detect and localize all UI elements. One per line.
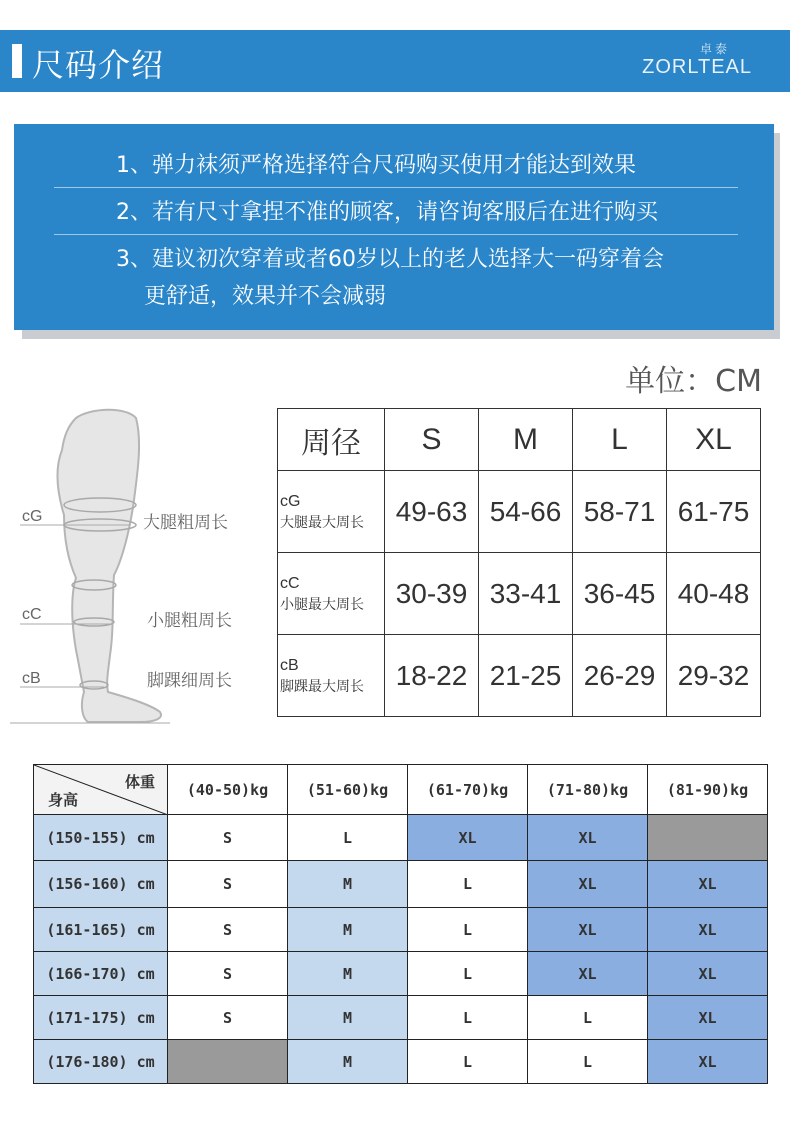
size-row-code: cC [280,574,300,592]
hw-size-cell: L [528,996,648,1040]
table-row [34,996,768,1040]
cb-label: 脚踝细周长 [147,671,232,691]
notice-line-1: 1、弹力袜须严格选择符合尺码购买使用才能达到效果 [116,153,636,178]
cb-code: cB [22,670,41,687]
table-row [278,471,761,553]
cc-label: 小腿粗周长 [147,611,232,631]
hw-size-cell: XL [528,815,648,861]
notice-box [14,124,774,330]
size-value-cell: 54-66 [479,471,573,553]
hw-column-header: (81-90)kg [648,765,768,815]
hw-size-cell: XL [408,815,528,861]
size-row-label [278,553,385,635]
hw-size-cell: XL [648,996,768,1040]
hw-size-cell: XL [528,908,648,952]
brand-logo [642,40,752,84]
size-row-code: cB [280,656,299,674]
hw-size-cell: S [168,815,288,861]
size-value-cell: 61-75 [667,471,761,553]
hw-size-cell: L [528,1040,648,1084]
notice-divider [54,187,738,188]
size-row-name: 大腿最大周长 [280,514,364,531]
hw-column-header: (61-70)kg [408,765,528,815]
hw-size-cell: XL [648,861,768,908]
hw-row-header: (176-180) cm [34,1040,168,1084]
notice-line-3-cont: 更舒适，效果并不会减弱 [144,284,387,309]
hw-row-header: (166-170) cm [34,952,168,996]
hw-row-header: (171-175) cm [34,996,168,1040]
size-value-cell: 29-32 [667,635,761,717]
size-row-name: 脚踝最大周长 [280,678,364,695]
size-value-cell: 49-63 [385,471,479,553]
hw-size-cell: S [168,952,288,996]
table-row [34,815,768,861]
hw-size-cell: L [408,908,528,952]
table-row [34,1040,768,1084]
size-header-cell: XL [667,409,761,471]
hw-size-cell: M [288,1040,408,1084]
header-accent-mark [12,44,22,78]
hw-size-cell [648,815,768,861]
table-row [34,861,768,908]
hw-table-body [34,815,768,1084]
cg-label: 大腿粗周长 [143,513,228,533]
size-value-cell: 58-71 [573,471,667,553]
hw-column-header: (40-50)kg [168,765,288,815]
hw-size-cell: S [168,861,288,908]
size-row-name: 小腿最大周长 [280,596,364,613]
hw-size-cell: XL [528,952,648,996]
hw-size-cell: S [168,908,288,952]
hw-size-cell: L [288,815,408,861]
page-title: 尺码介绍 [32,46,165,84]
hw-header-row [34,765,768,815]
hw-size-cell: M [288,861,408,908]
notice-line-3: 3、建议初次穿着或者60岁以上的老人选择大一码穿着会 [116,247,664,272]
size-value-cell: 40-48 [667,553,761,635]
cg-code: cG [22,508,43,525]
header-bar [0,30,790,92]
hw-column-header: (71-80)kg [528,765,648,815]
size-value-cell: 33-41 [479,553,573,635]
size-header-cell: S [385,409,479,471]
size-table-header [278,409,761,471]
table-row [34,952,768,996]
hw-row-header: (150-155) cm [34,815,168,861]
notice-divider [54,234,738,235]
size-value-cell: 26-29 [573,635,667,717]
unit-label: 单位：CM [625,364,762,399]
hw-size-cell: L [408,1040,528,1084]
hw-column-header: (51-60)kg [288,765,408,815]
size-row-label [278,471,385,553]
hw-row-header: (156-160) cm [34,861,168,908]
hw-size-cell: XL [648,908,768,952]
hw-row-header: (161-165) cm [34,908,168,952]
hw-size-cell: M [288,996,408,1040]
height-weight-table [33,764,768,1084]
size-value-cell: 36-45 [573,553,667,635]
hw-size-cell: XL [648,1040,768,1084]
leg-diagram [10,400,270,730]
size-header-cell: M [479,409,573,471]
hw-size-cell: XL [648,952,768,996]
hw-size-cell [168,1040,288,1084]
notice-line-2: 2、若有尺寸拿捏不准的顾客，请咨询客服后在进行购买 [116,200,658,225]
brand-logo-cn: 卓泰 [699,42,730,56]
size-row-label [278,635,385,717]
hw-size-cell: L [408,952,528,996]
table-row [278,553,761,635]
brand-logo-en: ZORLTEAL [642,56,752,78]
hw-size-cell: M [288,908,408,952]
size-table [277,408,761,717]
hw-corner-height: 身高 [48,791,79,809]
hw-size-cell: L [408,861,528,908]
hw-size-cell: XL [528,861,648,908]
size-header-cell: 周径 [278,409,385,471]
size-value-cell: 18-22 [385,635,479,717]
hw-corner-cell [34,765,168,815]
cc-code: cC [22,606,42,623]
hw-size-cell: L [408,996,528,1040]
size-value-cell: 30-39 [385,553,479,635]
hw-corner-weight: 体重 [124,773,155,791]
hw-size-cell: M [288,952,408,996]
size-header-cell: L [573,409,667,471]
size-value-cell: 21-25 [479,635,573,717]
size-row-code: cG [280,492,301,510]
table-row [278,635,761,717]
hw-size-cell: S [168,996,288,1040]
table-row [34,908,768,952]
